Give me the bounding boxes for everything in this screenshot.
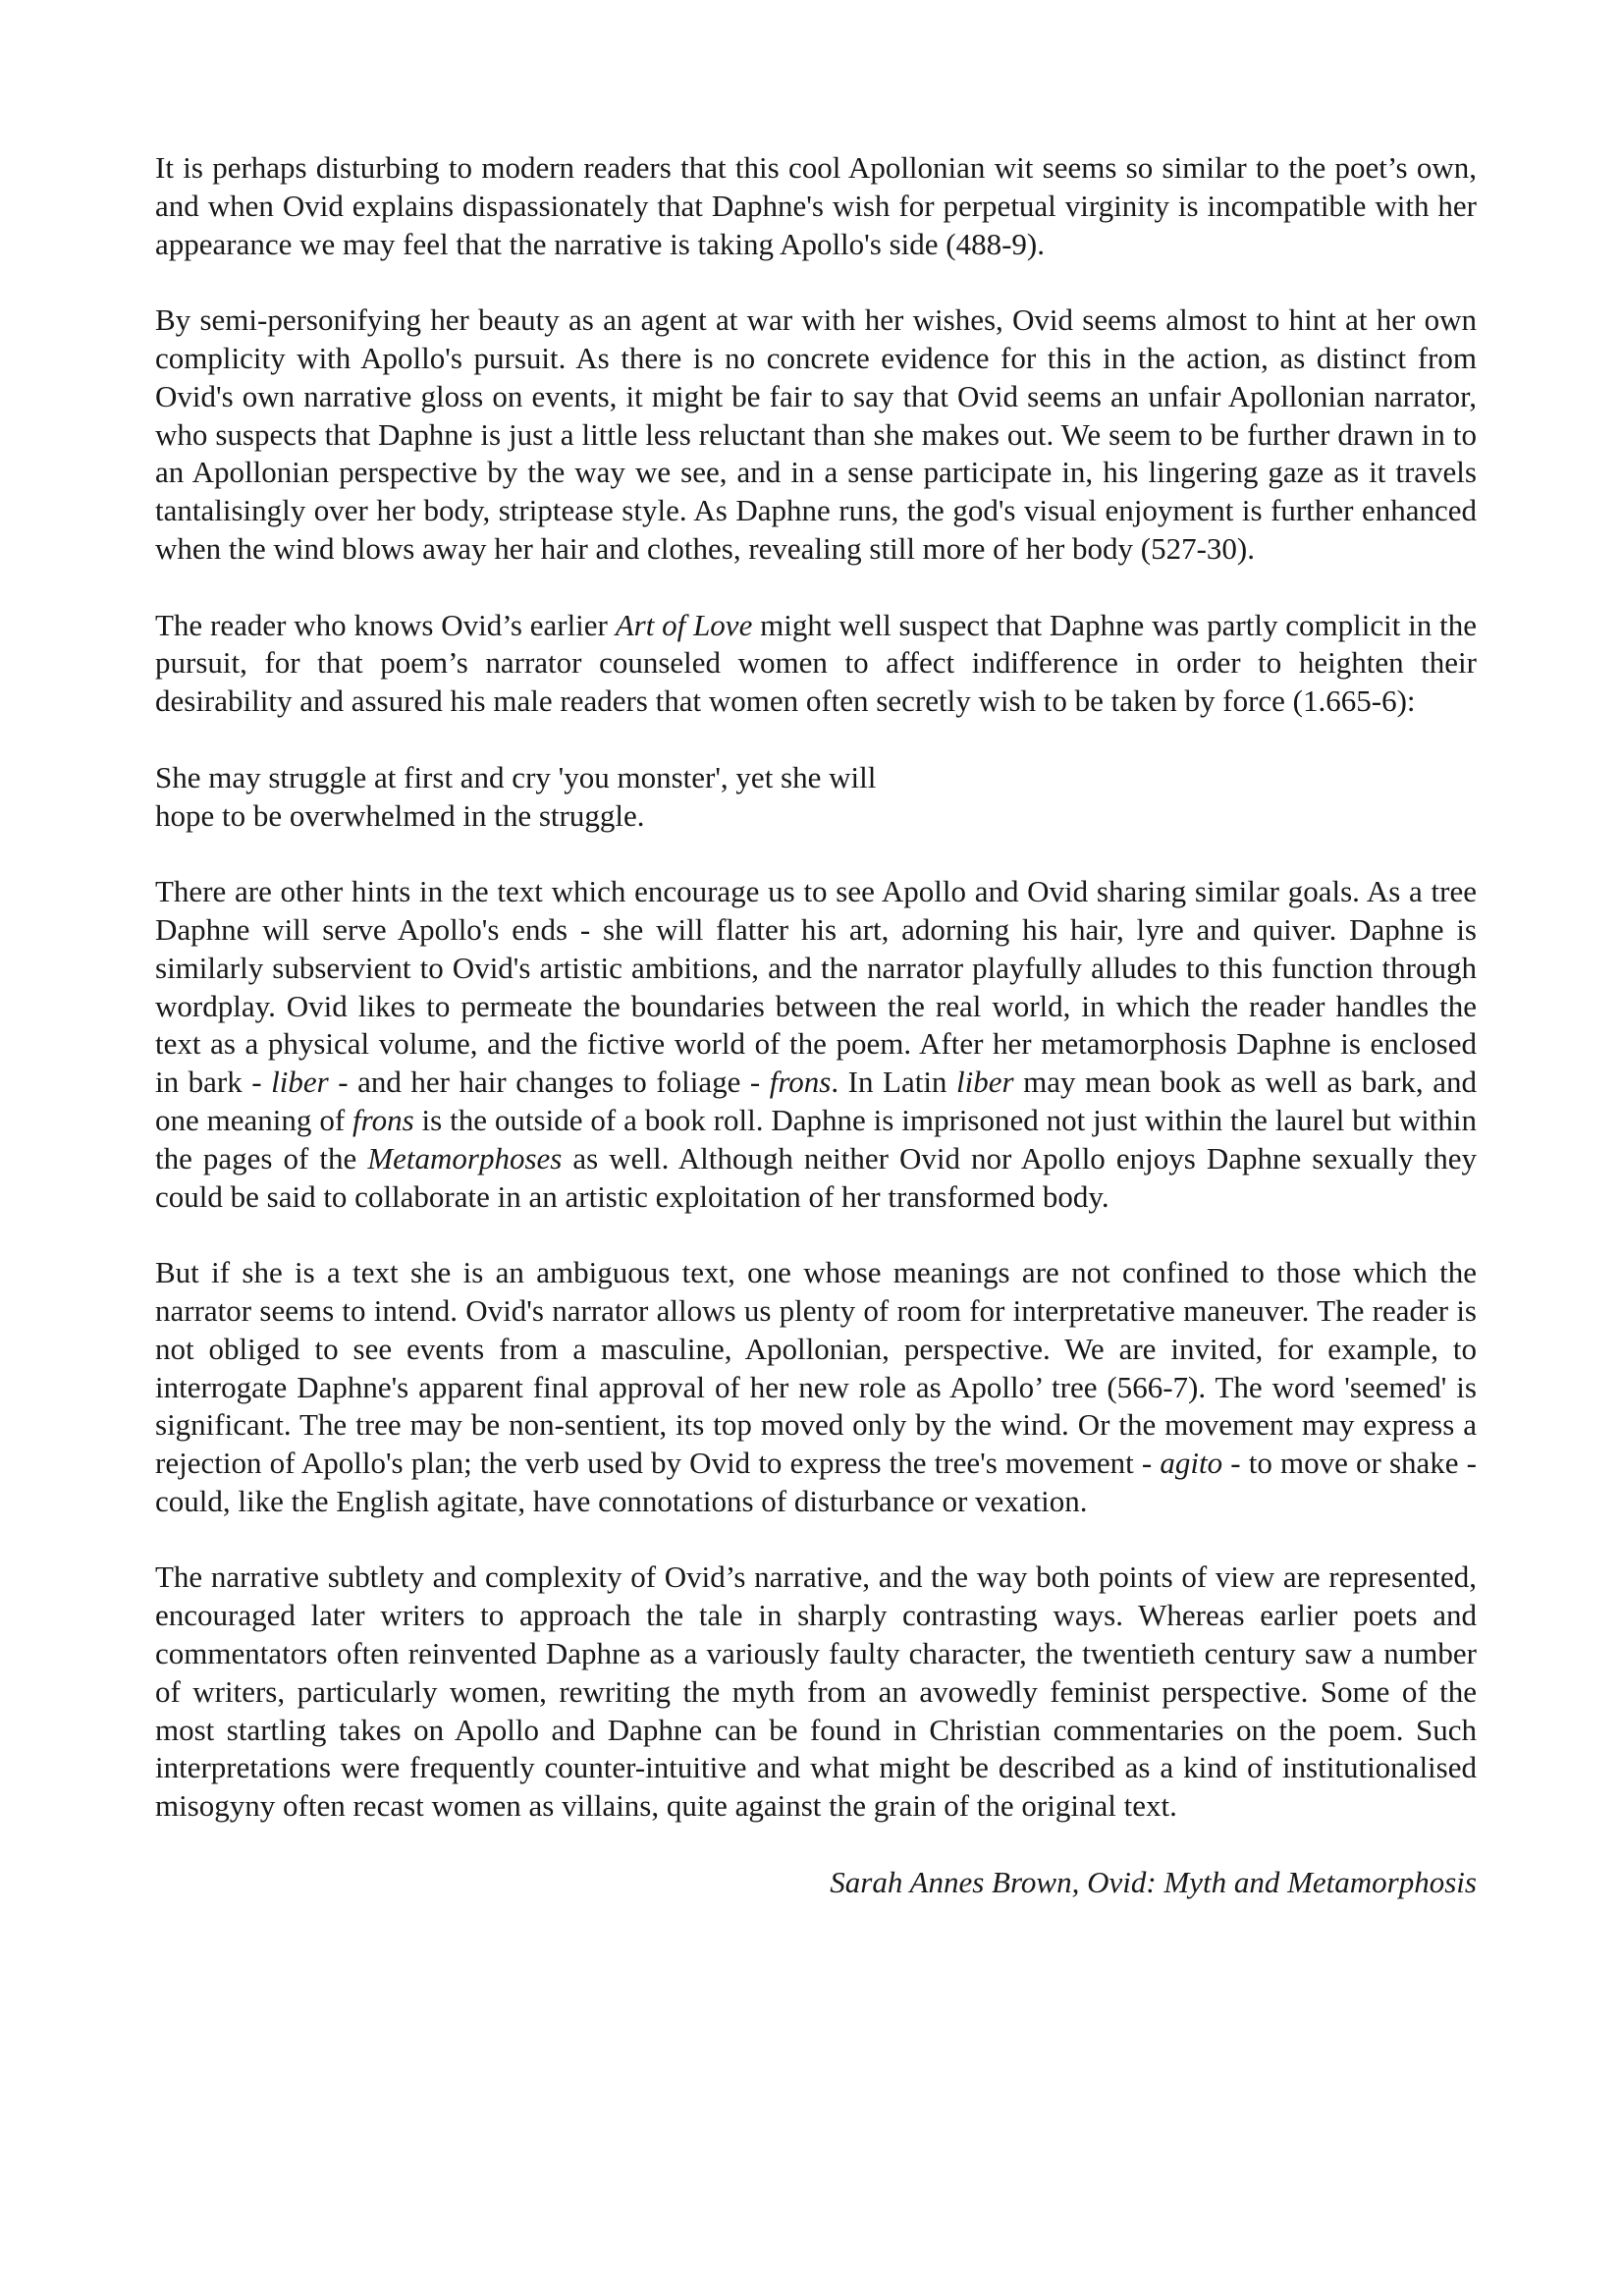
paragraph-5-text-b: - to move or shake - could, like the English agitate, have connotations of disturbance or vexation. (155, 1446, 1477, 1518)
term-liber: liber (271, 1065, 329, 1100)
paragraph-4 (155, 873, 1477, 1216)
term-liber-2: liber (955, 1065, 1014, 1100)
term-agito: agito (1160, 1446, 1223, 1481)
paragraph-2 (155, 301, 1477, 569)
paragraph-3 (155, 607, 1477, 721)
paragraph-5 (155, 1254, 1477, 1521)
paragraph-6 (155, 1558, 1477, 1826)
paragraph-6-text: The narrative subtlety and complexity of Ovid’s narrative, and the way both points of view are represented, encouraged later writers to approach the tale in sharply contrasting ways. Whereas earlier poets and commentators often reinvented Daphne as a variously faulty character, the twentieth century saw a number of writers, particularly women, rewriting the myth from an avowedly feminist perspective. Some of the most startling takes on Apollo and Daphne can be found in Christian commentaries on the poem. Such interpretations were frequently counter-intuitive and what might be described as a kind of institutionalised misogyny often recast women as villains, quite against the grain of the original text. (155, 1559, 1477, 1824)
attribution: Sarah Annes Brown, Ovid: Myth and Metamorphosis (830, 1864, 1477, 1899)
paragraph-4-text-c: . In Latin (831, 1065, 956, 1100)
verse-line-2: hope to be overwhelmed in the struggle. (155, 797, 645, 833)
document-page (155, 149, 1477, 1902)
paragraph-4-text-f: as well. Although neither Ovid nor Apollo enjoys Daphne sexually they could be said to collaborate in an artistic exploitation of her transformed body. (155, 1140, 1477, 1214)
paragraph-4-text-e: is the outside of a book roll. Daphne is imprisoned not just within the laurel but within the pages of the (155, 1102, 1477, 1175)
term-frons-2: frons (352, 1102, 414, 1137)
term-frons: frons (769, 1065, 832, 1100)
paragraph-3-text-b: might well suspect that Daphne was partly complicit in the pursuit, for that poem’s narrator counseled women to affect indifference in order to heighten their desirability and assured his male readers that women often secretly wish to be taken by force (1.665-6): (155, 607, 1477, 719)
art-of-love-title: Art of Love (615, 607, 753, 642)
verse-quote (155, 759, 1477, 836)
paragraph-5-text-a: But if she is a text she is an ambiguous text, one whose meanings are not confined to those which the narrator seems to intend. Ovid's narrator allows us plenty of room for interpretative maneuver. The reader is not obliged to see events from a masculine, Apollonian, perspective. We are invited, for example, to interrogate Daphne's apparent final approval of her new role as Apollo’ tree (566-7). The word 'seemed' is significant. The tree may be non-sentient, its top moved only by the wind. Or the movement may express a rejection of Apollo's plan; the verb used by Ovid to express the tree's movement - (155, 1255, 1477, 1481)
paragraph-2-text: By semi-personifying her beauty as an agent at war with her wishes, Ovid seems almost to hint at her own complicity with Apollo's pursuit. As there is no concrete evidence for this in the action, as distinct from Ovid's own narrative gloss on events, it might be fair to say that Ovid seems an unfair Apollonian narrator, who suspects that Daphne is just a little less reluctant than she makes out. We seem to be further drawn in to an Apollonian perspective by the way we see, and in a sense participate in, his lingering gaze as it travels tantalisingly over her body, striptease style. As Daphne runs, the god's visual enjoyment is further enhanced when the wind blows away her hair and clothes, revealing still more of her body (527-30). (155, 302, 1477, 566)
verse-line-1: She may struggle at first and cry 'you monster', yet she will (155, 759, 877, 794)
paragraph-1-text: It is perhaps disturbing to modern readers that this cool Apollonian wit seems so similar to the poet’s own, and when Ovid explains dispassionately that Daphne's wish for perpetual virginity is incompatible with her appearance we may feel that the narrative is taking Apollo's side (488-9). (155, 150, 1477, 261)
paragraph-3-text-a: The reader who knows Ovid’s earlier (155, 607, 616, 642)
paragraph-4-text-d: may mean book as well as bark, and one meaning of (155, 1065, 1477, 1137)
paragraph-1 (155, 149, 1477, 263)
metamorphoses-title: Metamorphoses (367, 1140, 563, 1175)
paragraph-4-text-a: There are other hints in the text which encourage us to see Apollo and Ovid sharing similar goals. As a tree Daphne will serve Apollo's ends - she will flatter his art, adorning his hair, lyre and quiver. Daphne is similarly subservient to Ovid's artistic ambitions, and the narrator playfully alludes to this function through wordplay. Ovid likes to permeate the boundaries between the real world, in which the reader handles the text as a physical volume, and the fictive world of the poem. After her metamorphosis Daphne is enclosed in bark - (155, 874, 1477, 1100)
paragraph-4-text-b: - and her hair changes to foliage - (328, 1065, 770, 1100)
